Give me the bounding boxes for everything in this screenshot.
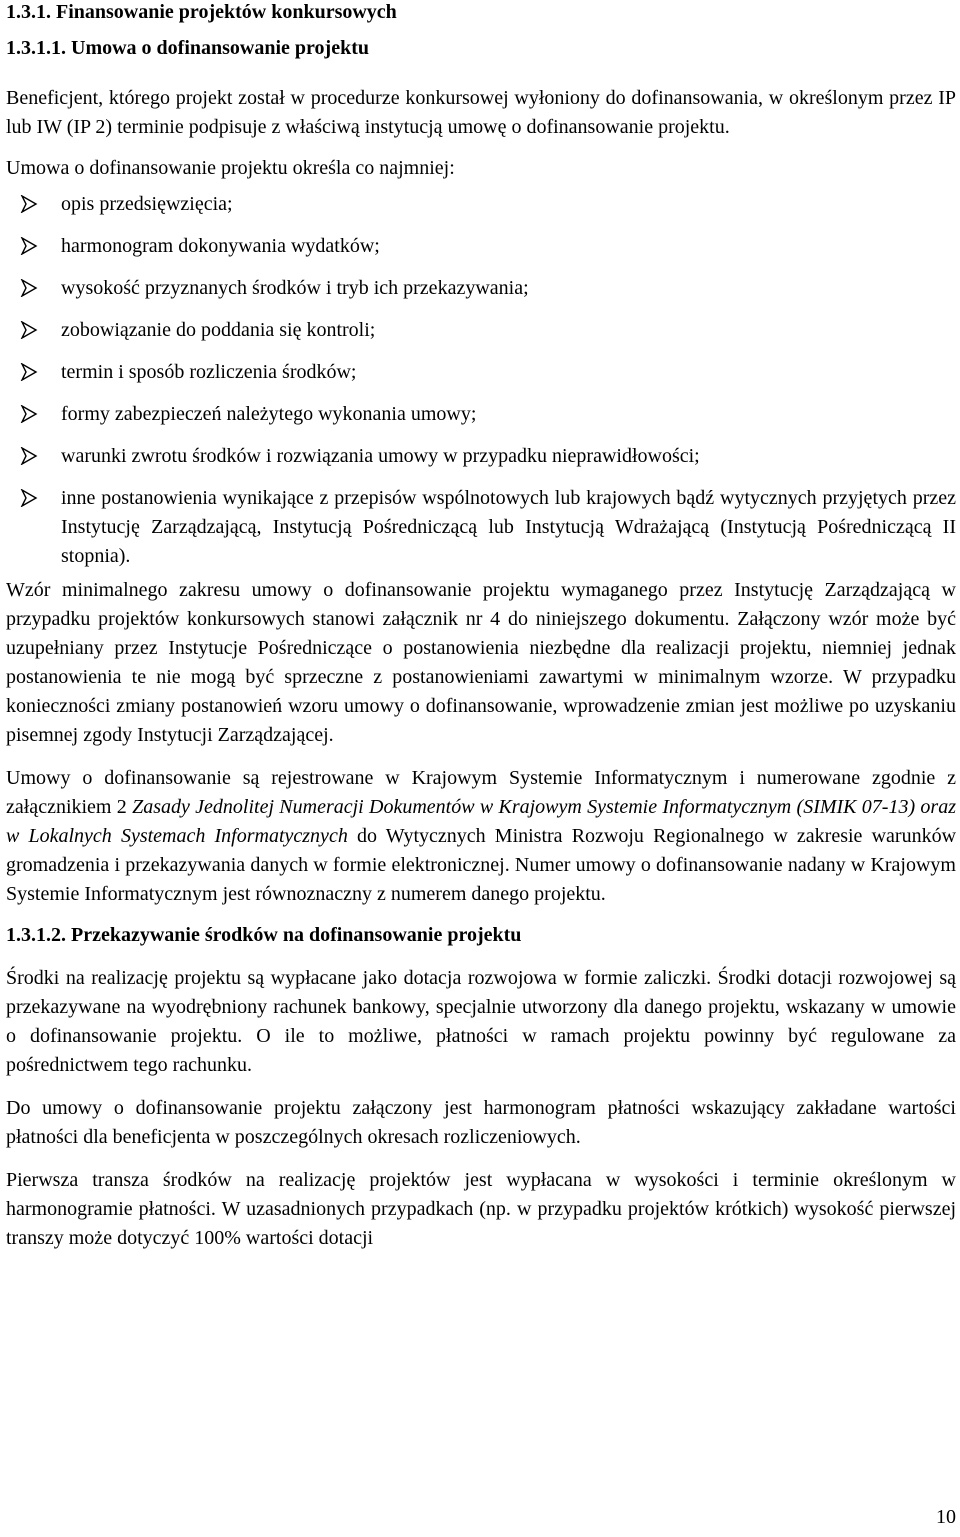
arrowhead-bullet-icon bbox=[20, 195, 38, 213]
list-item-text: warunki zwrotu środków i rozwiązania umowy w przypadku nieprawidłowości; bbox=[61, 445, 700, 467]
section-heading-1-3-1-2: 1.3.1.2. Przekazywanie środków na dofinansowanie projektu bbox=[6, 924, 522, 946]
paragraph-pierwsza-transza: Pierwsza transza środków na realizację projektów jest wypłacana w wysokości i terminie określonym w harmonogramie płatności. W uzasadnionych przypadkach (np. w przypadku projektów krótkich) wysokość pierwszej transzy może dotyczyć 100% wartości dotacji bbox=[6, 1169, 956, 1249]
list-item-text: wysokość przyznanych środków i tryb ich przekazywania; bbox=[61, 277, 529, 299]
arrowhead-bullet-icon bbox=[20, 321, 38, 339]
arrowhead-bullet-icon bbox=[20, 363, 38, 381]
list-item bbox=[6, 484, 956, 571]
paragraph-intro-list: Umowa o dofinansowanie projektu określa co najmniej: bbox=[6, 157, 455, 179]
list-item bbox=[6, 316, 956, 345]
list-item bbox=[6, 400, 956, 429]
list-item-text: harmonogram dokonywania wydatków; bbox=[61, 235, 380, 257]
list-item bbox=[6, 274, 956, 303]
list-item-text: formy zabezpieczeń należytego wykonania umowy; bbox=[61, 403, 477, 425]
paragraph-rejestracja-umow bbox=[6, 764, 956, 909]
contract-contents-list bbox=[6, 190, 956, 571]
list-item-text: opis przedsięwzięcia; bbox=[61, 193, 233, 215]
paragraph-text: Umowy o dofinansowanie są rejestrowane w Krajowym Systemie Informatycznym i numerowane zgodnie z załącznikiem 2 bbox=[6, 767, 956, 818]
paragraph-text: do Wytycznych Ministra Rozwoju Regionalnego w zakresie warunków gromadzenia i przekazywania danych w formie elektronicznej. Numer umowy o dofinansowanie nadany w Krajowym Systemie Informatycznym jest równoznaczny z numerem danego projektu. bbox=[6, 825, 957, 905]
arrowhead-bullet-icon bbox=[20, 405, 38, 423]
paragraph-harmonogram: Do umowy o dofinansowanie projektu załączony jest harmonogram płatności wskazujący zakładane wartości płatności dla beneficjenta w poszczególnych okresach rozliczeniowych. bbox=[6, 1097, 956, 1148]
paragraph-wzor-umowy: Wzór minimalnego zakresu umowy o dofinansowanie projektu wymaganego przez Instytucję Zarządzającą w przypadku projektów konkursowych stanowi załącznik nr 4 do niniejszego dokumentu. Załączony wzór może być uzupełniany przez Instytucje Pośredniczące o postanowienia niezbędne dla realizacji projektu, niemniej jednak postanowienia te nie mogą być sprzeczne z postanowieniami zawartymi w minimalnym wzorze. W przypadku konieczności zmiany postanowień wzoru umowy o dofinansowanie, wprowadzenie zmian jest możliwe po uzyskaniu pisemnej zgody Instytucji Zarządzającej. bbox=[6, 579, 956, 746]
paragraph-srodki-zaliczka: Środki na realizację projektu są wypłacane jako dotacja rozwojowa w formie zaliczki. Środki dotacji rozwojowej są przekazywane na wyodrębniony rachunek bankowy, specjalnie utworzony dla danego projektu, wskazany w umowie o dofinansowanie projektu. O ile to możliwe, płatności w ramach projektu powinny być regulowane za pośrednictwem tego rachunku. bbox=[6, 967, 956, 1076]
list-item bbox=[6, 232, 956, 261]
list-item bbox=[6, 190, 956, 219]
section-heading-1-3-1-1: 1.3.1.1. Umowa o dofinansowanie projektu bbox=[6, 37, 369, 59]
page-number: 10 bbox=[936, 1506, 956, 1528]
arrowhead-bullet-icon bbox=[20, 447, 38, 465]
paragraph-beneficjent: Beneficjent, którego projekt został w procedurze konkursowej wyłoniony do dofinansowania, w określonym przez IP lub IW (IP 2) terminie podpisuje z właściwą instytucją umowę o dofinansowanie projektu. bbox=[6, 87, 956, 138]
arrowhead-bullet-icon bbox=[20, 489, 38, 507]
list-item-text: inne postanowienia wynikające z przepisów wspólnotowych lub krajowych bądź wytycznych przyjętych przez Instytucję Zarządzającą, Instytucją Pośredniczącą lub Instytucją Wdrażającą (Instytucją Pośredniczącą II stopnia). bbox=[61, 487, 956, 567]
list-item-text: termin i sposób rozliczenia środków; bbox=[61, 361, 357, 383]
italic-document-title: Zasady Jednolitej Numeracji Dokumentów w Krajowym Systemie Informatycznym (SIMIK 07-13) oraz w Lokalnych Systemach Informatycznych bbox=[6, 796, 956, 847]
arrowhead-bullet-icon bbox=[20, 279, 38, 297]
list-item-text: zobowiązanie do poddania się kontroli; bbox=[61, 319, 376, 341]
document-page bbox=[6, 0, 956, 1253]
arrowhead-bullet-icon bbox=[20, 237, 38, 255]
list-item bbox=[6, 442, 956, 471]
section-heading-1-3-1: 1.3.1. Finansowanie projektów konkursowych bbox=[6, 1, 397, 23]
list-item bbox=[6, 358, 956, 387]
